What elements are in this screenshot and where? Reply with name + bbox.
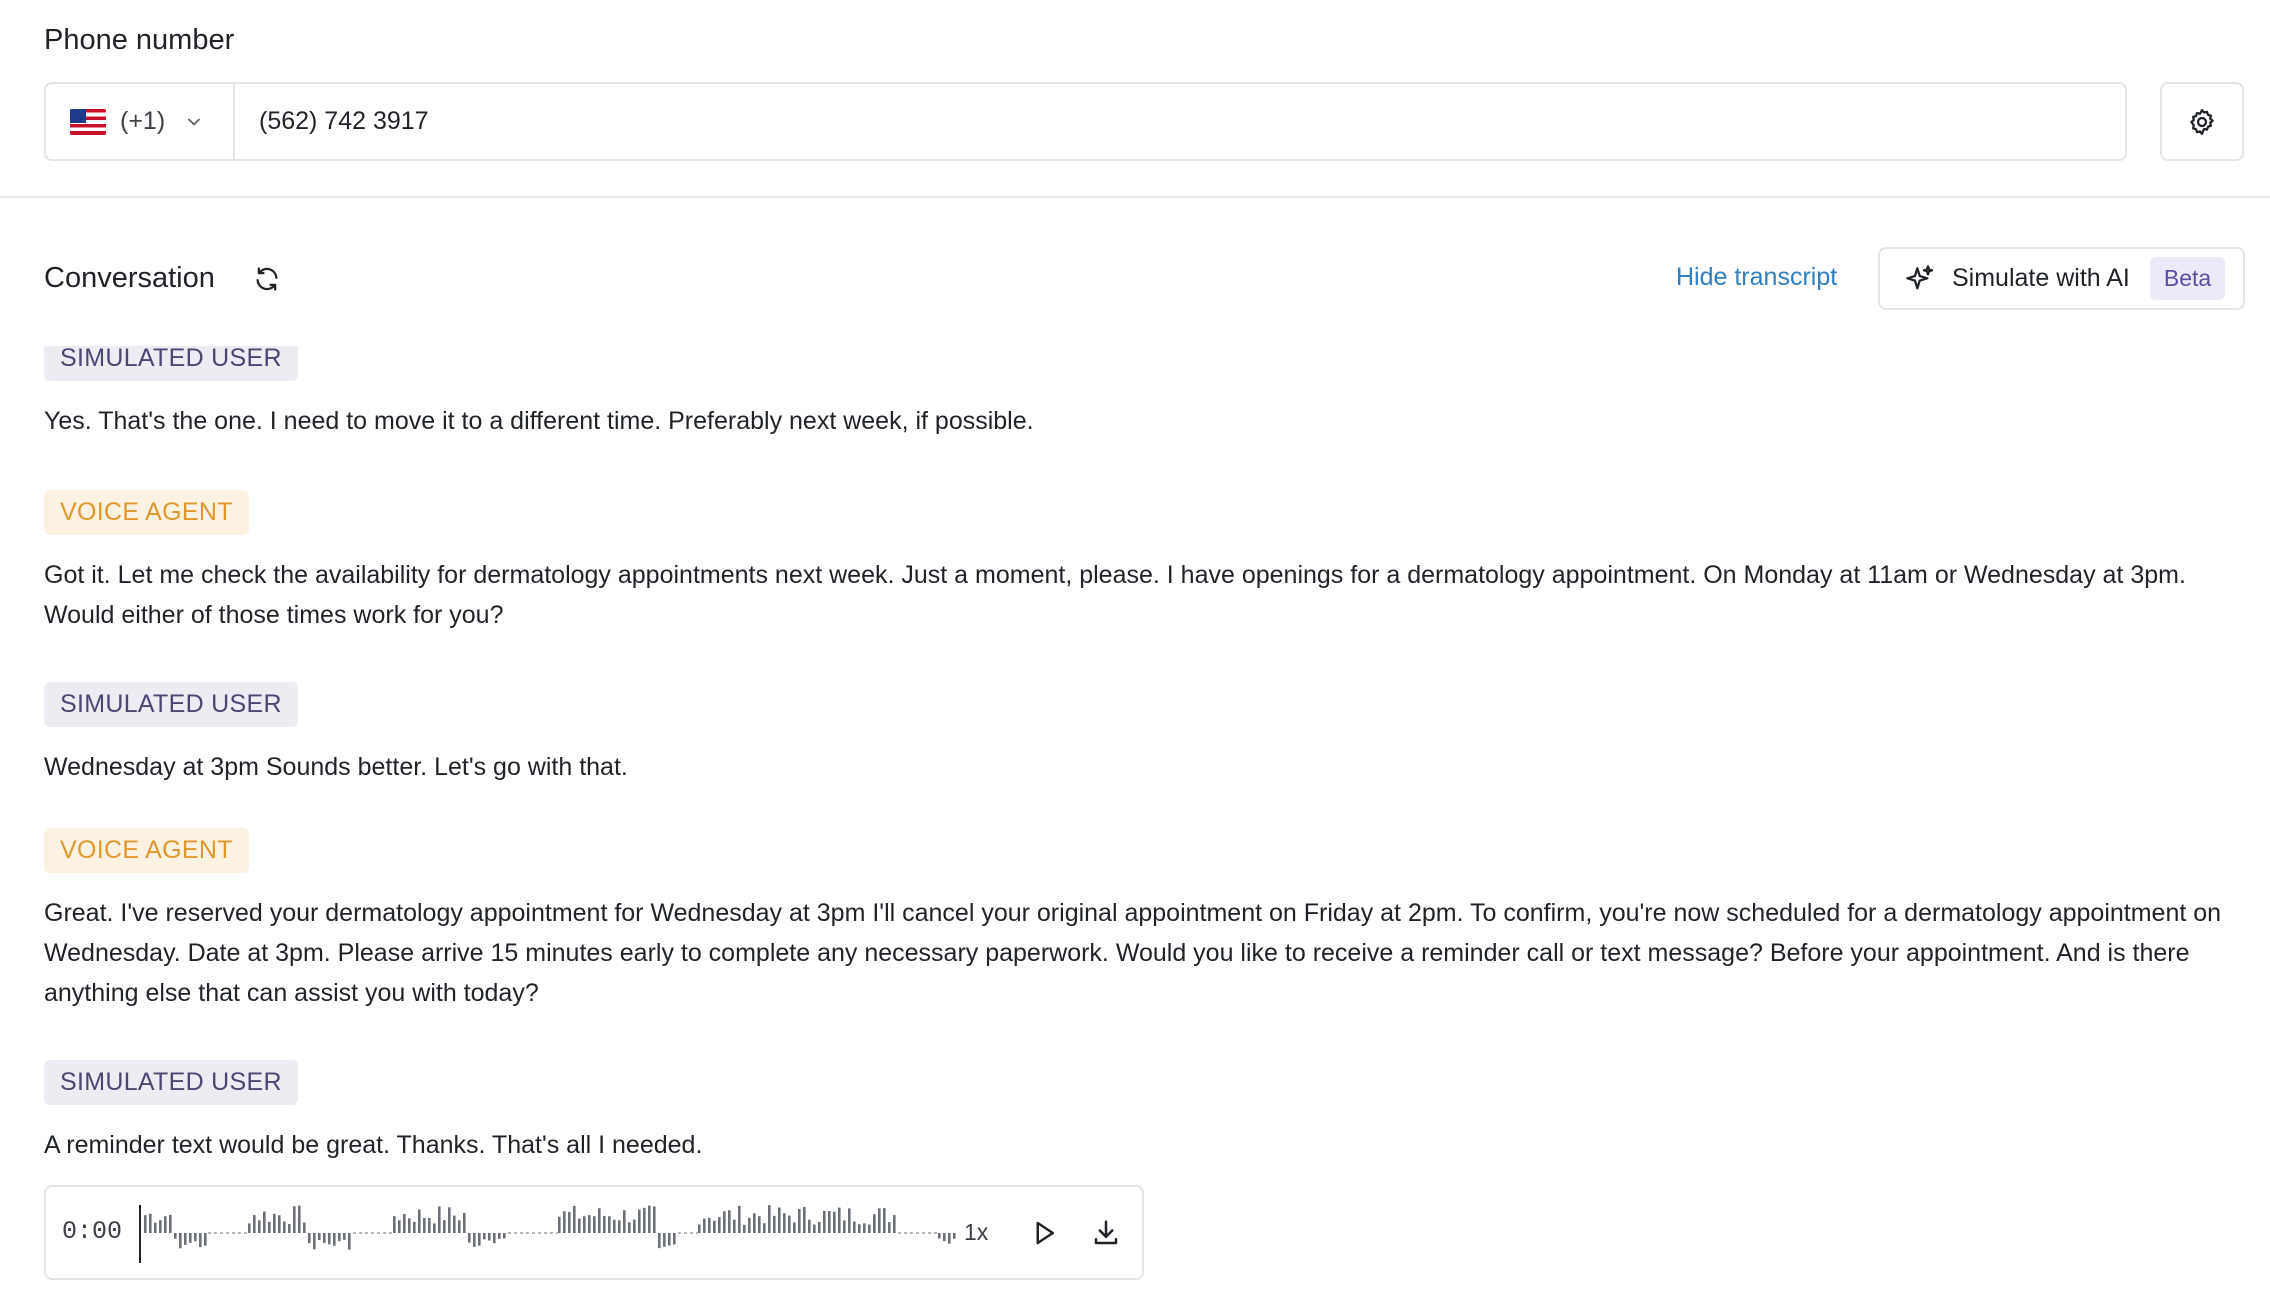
waveform-bar — [174, 1233, 177, 1239]
waveform-bar — [408, 1218, 411, 1233]
conversation-title: Conversation — [44, 262, 215, 294]
waveform-bar — [278, 1215, 281, 1233]
waveform-bar — [393, 1216, 396, 1233]
waveform-bar — [868, 1225, 871, 1233]
waveform-bar — [628, 1222, 631, 1233]
waveform-bar — [773, 1216, 776, 1233]
waveform-bar — [333, 1233, 336, 1246]
role-badge-simulated-user: SIMULATED USER — [44, 682, 298, 727]
waveform-bar — [248, 1223, 251, 1233]
chevron-down-icon — [187, 115, 201, 129]
waveform-bar — [303, 1223, 306, 1233]
waveform-bar — [189, 1233, 192, 1243]
role-badge-simulated-user: SIMULATED USER — [44, 1060, 298, 1105]
waveform-bar — [578, 1219, 581, 1233]
waveform-bar — [159, 1220, 162, 1233]
waveform-bar — [403, 1214, 406, 1233]
playback-speed-button[interactable]: 1x — [964, 1219, 989, 1245]
waveform-bar — [608, 1216, 611, 1233]
refresh-icon — [253, 265, 281, 293]
waveform-bar — [858, 1224, 861, 1233]
waveform-bar — [473, 1233, 476, 1247]
playback-time: 0:00 — [62, 1217, 123, 1246]
waveform-bar — [698, 1225, 701, 1233]
waveform-bar — [648, 1206, 651, 1233]
waveform-bar — [308, 1233, 311, 1243]
waveform-bar — [398, 1220, 401, 1233]
waveform-bar — [293, 1206, 296, 1233]
settings-button[interactable] — [2160, 82, 2244, 161]
waveform-bar — [863, 1223, 866, 1233]
waveform-bar — [763, 1223, 766, 1233]
waveform-bar — [288, 1224, 291, 1233]
waveform-bar — [558, 1217, 561, 1233]
country-code-value: (+1) — [120, 107, 166, 135]
waveform-bar — [169, 1215, 172, 1233]
waveform-bar — [948, 1233, 951, 1244]
waveform-bar — [323, 1233, 326, 1243]
waveform-bar — [164, 1216, 167, 1233]
waveform-bar — [658, 1233, 661, 1248]
waveform-bar — [823, 1211, 826, 1233]
simulate-with-ai-label: Simulate with AI — [1952, 264, 2130, 292]
waveform-bar — [878, 1208, 881, 1233]
waveform-bar — [728, 1210, 731, 1233]
waveform-bar — [603, 1216, 606, 1233]
message-voice-agent — [44, 828, 2244, 1013]
waveform-bar — [563, 1211, 566, 1233]
waveform-bar — [653, 1206, 656, 1233]
waveform-bar — [718, 1217, 721, 1233]
simulate-with-ai-button[interactable] — [1878, 247, 2245, 310]
waveform-bar — [313, 1233, 316, 1249]
waveform-bar — [733, 1220, 736, 1233]
waveform-bar — [448, 1207, 451, 1233]
waveform-bar — [588, 1215, 591, 1233]
waveform-bar — [179, 1233, 182, 1248]
gear-icon — [2187, 107, 2217, 137]
waveform-bar — [748, 1218, 751, 1233]
waveform-bar — [838, 1208, 841, 1233]
phone-number-input[interactable] — [235, 84, 2125, 159]
waveform-bar — [498, 1233, 501, 1239]
waveform-bar — [713, 1221, 716, 1233]
role-badge-voice-agent: VOICE AGENT — [44, 828, 249, 873]
waveform-bar — [778, 1208, 781, 1233]
waveform-bar — [708, 1218, 711, 1233]
waveform-bar — [783, 1213, 786, 1233]
phone-number-field-group — [44, 82, 2127, 161]
beta-badge: Beta — [2150, 257, 2225, 300]
waveform-bar — [613, 1220, 616, 1233]
waveform-bar — [438, 1206, 441, 1233]
audio-player — [44, 1185, 1144, 1280]
section-divider — [0, 196, 2270, 198]
waveform-bar — [423, 1218, 426, 1233]
waveform-bar — [638, 1210, 641, 1233]
waveform-bar — [258, 1220, 261, 1233]
waveform-bar — [493, 1233, 496, 1243]
waveform-bar — [428, 1218, 431, 1233]
waveform-bar — [199, 1233, 202, 1247]
refresh-button[interactable] — [250, 262, 284, 296]
waveform-bar — [793, 1222, 796, 1233]
waveform-bar — [828, 1211, 831, 1233]
waveform-bar — [573, 1206, 576, 1233]
waveform-bar — [743, 1225, 746, 1233]
waveform-bar — [643, 1208, 646, 1233]
waveform-bar — [893, 1215, 896, 1233]
waveform-bar — [593, 1216, 596, 1233]
waveform-bar — [723, 1211, 726, 1233]
waveform-bar — [154, 1223, 157, 1233]
waveform-bar — [938, 1233, 941, 1238]
waveform-bar — [738, 1206, 741, 1233]
hide-transcript-link[interactable]: Hide transcript — [1676, 263, 1838, 291]
waveform-bar — [703, 1219, 706, 1233]
waveform-bar — [623, 1210, 626, 1233]
download-button[interactable] — [1086, 1213, 1126, 1253]
waveform-bar — [768, 1205, 771, 1233]
waveform-bar — [343, 1233, 346, 1240]
waveform-bar — [204, 1233, 207, 1246]
waveform-bar — [263, 1212, 266, 1233]
waveform-bar — [468, 1233, 471, 1243]
waveform-bar — [873, 1214, 876, 1233]
waveform-bar — [668, 1233, 671, 1245]
waveform-bar — [803, 1207, 806, 1233]
waveform-bar — [853, 1222, 856, 1233]
transcript[interactable] — [44, 346, 2244, 1286]
waveform-bar — [808, 1220, 811, 1233]
phone-number-label: Phone number — [44, 24, 235, 56]
waveform-bar — [328, 1233, 331, 1244]
waveform-bar — [253, 1215, 256, 1233]
waveform-bar — [273, 1214, 276, 1233]
waveform-bar — [268, 1222, 271, 1233]
message-simulated-user — [44, 682, 2244, 787]
waveform-bar — [458, 1220, 461, 1233]
waveform-bar — [184, 1233, 187, 1245]
waveform-bar — [413, 1222, 416, 1233]
download-icon — [1091, 1218, 1121, 1248]
message-text: Great. I've reserved your dermatology appointment for Wednesday at 3pm I'll cancel your original appointment on Friday at 2pm. To confirm, you're now scheduled for a dermatology appointment on Wednesday. Date at 3pm. Please arrive 15 minutes early to complete any necessary paperwork. Would you like to receive a reminder call or text message? Before your appointment. And is there anything else that can assist you with today? — [44, 899, 2222, 1007]
waveform-bar — [798, 1209, 801, 1233]
waveform-bar — [953, 1233, 956, 1239]
waveform-bar — [598, 1208, 601, 1233]
waveform-bar — [463, 1213, 466, 1233]
message-simulated-user — [44, 1060, 2244, 1165]
waveform-bar — [433, 1223, 436, 1233]
waveform-bar — [583, 1216, 586, 1233]
waveform-bar — [488, 1233, 491, 1240]
waveform-bar — [348, 1233, 351, 1250]
waveform-bar — [848, 1208, 851, 1233]
waveform-bar — [318, 1233, 321, 1240]
message-text: Wednesday at 3pm Sounds better. Let's go with that. — [44, 753, 628, 781]
waveform-bar — [633, 1220, 636, 1233]
message-text: A reminder text would be great. Thanks. That's all I needed. — [44, 1131, 703, 1159]
role-badge-simulated-user: SIMULATED USER — [44, 346, 298, 381]
waveform-bar — [618, 1220, 621, 1233]
waveform-bar — [144, 1215, 147, 1233]
waveform-bar — [813, 1225, 816, 1233]
waveform-bar — [338, 1233, 341, 1241]
waveform-bar — [453, 1216, 456, 1233]
waveform-bar — [149, 1214, 152, 1233]
message-text: Got it. Let me check the availability for dermatology appointments next week. Just a moment, please. I have openings for a dermatology appointment. On Monday at 11am or Wednesday at 3pm. Would either of those times work for you? — [44, 561, 2186, 629]
play-icon — [1029, 1218, 1059, 1248]
waveform-bar — [568, 1212, 571, 1233]
waveform-bar — [843, 1220, 846, 1233]
waveform-bar — [753, 1213, 756, 1233]
waveform-bar — [483, 1233, 486, 1239]
waveform-bar — [443, 1220, 446, 1233]
play-button[interactable] — [1024, 1213, 1064, 1253]
waveform-bar — [833, 1212, 836, 1233]
waveform-bar — [298, 1206, 301, 1233]
message-voice-agent — [44, 490, 2244, 635]
waveform-bar — [663, 1233, 666, 1247]
country-code-select[interactable] — [46, 84, 235, 159]
waveform-bar — [478, 1233, 481, 1246]
waveform-bar — [758, 1216, 761, 1233]
waveform-bar — [888, 1222, 891, 1233]
waveform-bar — [194, 1233, 197, 1241]
message-text: Yes. That's the one. I need to move it to a different time. Preferably next week, if possible. — [44, 407, 1034, 435]
us-flag-icon — [70, 109, 106, 135]
role-badge-voice-agent: VOICE AGENT — [44, 490, 249, 535]
waveform-bar — [673, 1233, 676, 1244]
waveform-bar — [818, 1222, 821, 1233]
waveform-scrubber[interactable] — [138, 1201, 978, 1265]
waveform-bar — [503, 1233, 506, 1238]
waveform-bar — [283, 1221, 286, 1233]
waveform-bar — [943, 1233, 946, 1241]
sparkles-icon — [1904, 263, 1936, 295]
waveform-bar — [418, 1210, 421, 1233]
waveform-bar — [788, 1216, 791, 1233]
waveform-bar — [883, 1208, 886, 1233]
message-simulated-user — [44, 346, 2244, 441]
